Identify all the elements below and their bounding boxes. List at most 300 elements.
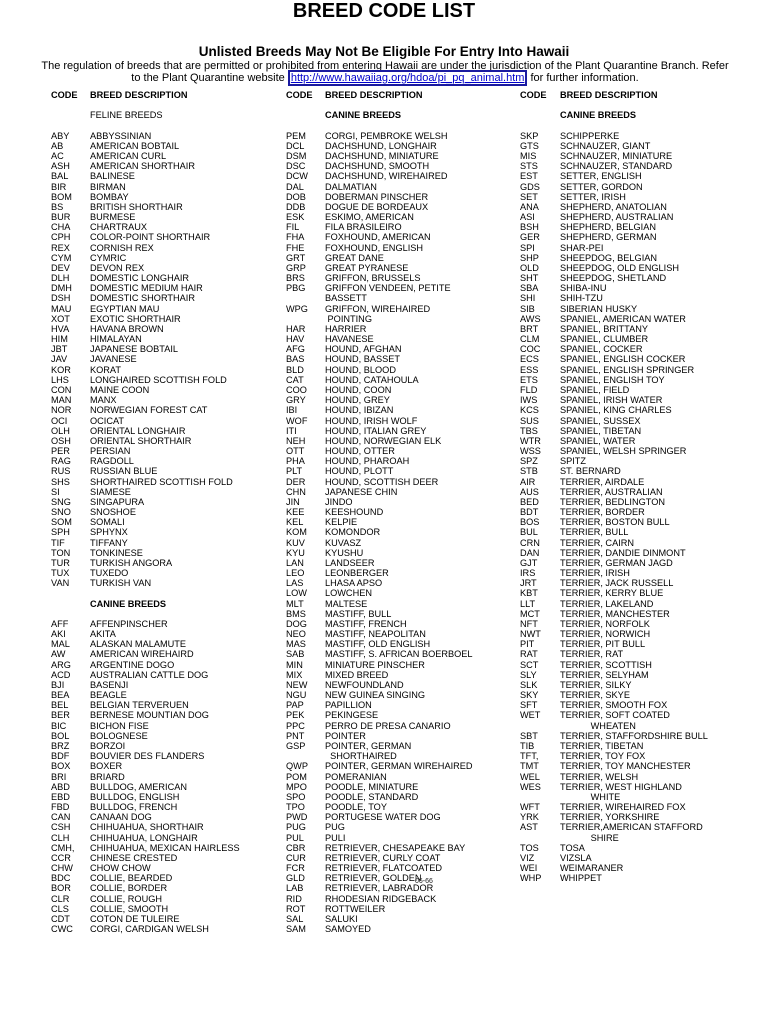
breed-description: BOXER [90, 761, 123, 772]
breed-code: AWS [520, 313, 541, 324]
breed-description: BELGIAN TERVERUEN [90, 700, 189, 711]
description-header: BREED DESCRIPTION [325, 90, 423, 100]
breed-code: CCR [51, 852, 71, 863]
breed-description: HOUND, PLOTT [325, 466, 394, 477]
breed-description: TONKINESE [90, 547, 143, 558]
breed-description: CORGI, PEMBROKE WELSH [325, 130, 448, 141]
breed-description: CHINESE CRESTED [90, 852, 178, 863]
breed-description: RAGDOLL [90, 456, 134, 467]
breed-description: CANINE BREEDS [560, 110, 637, 121]
breed-description: BEAGLE [90, 690, 127, 701]
breed-code: MLT [286, 598, 304, 609]
breed-description: SPHYNX [90, 527, 128, 538]
breed-code: NEO [286, 629, 306, 640]
breed-code: COO [286, 384, 307, 395]
breed-description: RETRIEVER, CHESAPEAKE BAY [325, 842, 466, 853]
breed-description: TERRIER, STAFFORDSHIRE BULL [560, 730, 708, 741]
breed-description: HOUND, OTTER [325, 446, 395, 457]
breed-description: ST. BERNARD [560, 466, 621, 477]
breed-code: KOM [286, 527, 307, 538]
breed-description: TERRIER, BOSTON BULL [560, 517, 670, 528]
breed-code: ABD [51, 781, 70, 792]
breed-code: SUS [520, 415, 539, 426]
breed-description: SPANIEL, ENGLISH TOY [560, 374, 665, 385]
breed-description: DACHSHUND, LONGHAIR [325, 140, 437, 151]
breed-description: RETRIEVER, CURLY COAT [325, 852, 441, 863]
breed-code: PWD [286, 812, 308, 823]
breed-description: FOXHOUND, AMERICAN [325, 232, 431, 243]
breed-code: BEL [51, 700, 69, 711]
breed-description: HOUND, BASSET [325, 354, 401, 365]
breed-code: IRS [520, 568, 536, 579]
breed-code: EBD [51, 791, 70, 802]
breed-code: WOF [286, 415, 308, 426]
breed-code: SAB [286, 649, 305, 660]
breed-description: JAVANESE [90, 354, 137, 365]
breed-code: FCR [286, 863, 305, 874]
breed-description: RUSSIAN BLUE [90, 466, 158, 477]
breed-description: BULLDOG, ENGLISH [90, 791, 180, 802]
breed-description: AFFENPINSCHER [90, 618, 168, 629]
breed-description: MANX [90, 395, 117, 406]
breed-code: PUL [286, 832, 304, 843]
breed-code: HIM [51, 334, 68, 345]
breed-code: GRP [286, 262, 306, 273]
breed-code: PHA [286, 456, 305, 467]
breed-description: TERRIER, SELYHAM [560, 669, 649, 680]
breed-code: OLD [520, 262, 539, 273]
breed-description: TERRIER, LAKELAND [560, 598, 654, 609]
breed-code: LHS [51, 374, 69, 385]
breed-code: AFG [286, 344, 305, 355]
breed-code: ASH [51, 161, 70, 172]
breed-description: LEONBERGER [325, 568, 389, 579]
breed-description: ORIENTAL SHORTHAIR [90, 435, 192, 446]
breed-code: GSP [286, 741, 306, 751]
breed-description: CANINE BREEDS [90, 598, 167, 609]
breed-description: MASTIFF, BULL [325, 608, 392, 619]
breed-code: ESS [520, 364, 539, 375]
breed-code: PUG [286, 822, 306, 833]
breed-code: BIR [51, 181, 67, 192]
breed-code: KUV [286, 537, 305, 548]
breed-code: BOR [51, 883, 71, 894]
plant-quarantine-link[interactable]: http://www.hawaiiag.org/hdoa/pi_pq_animal.htm [288, 70, 528, 86]
intro-paragraph [40, 60, 730, 84]
breed-code: AST [520, 822, 538, 833]
breed-description: TERRIER, AUSTRALIAN [560, 486, 663, 497]
breed-code: DOG [286, 618, 307, 629]
breed-code: BUL [520, 527, 538, 538]
breed-code: WPG [286, 303, 308, 314]
breed-description: TOSA [560, 842, 585, 853]
breed-code: DAL [286, 181, 304, 192]
breed-description: HAVANESE [325, 334, 374, 345]
breed-code: SAL [286, 913, 304, 924]
breed-code: CON [51, 384, 72, 395]
breed-description: SPANIEL, TIBETAN [560, 425, 642, 436]
breed-code: ARG [51, 659, 71, 670]
breed-description: DOMESTIC LONGHAIR [90, 273, 190, 284]
breed-code: DSH [51, 293, 71, 304]
breed-description: CORGI, CARDIGAN WELSH [90, 924, 209, 935]
breed-code: GRT [286, 252, 306, 263]
breed-code: ASI [520, 212, 535, 223]
breed-description: SPITZ [560, 456, 587, 467]
breed-code: MAN [51, 395, 72, 406]
breed-description: FOXHOUND, ENGLISH [325, 242, 424, 253]
breed-code: JBT [51, 344, 68, 355]
breed-code: CRN [520, 537, 540, 548]
breed-description: WHITE [560, 791, 621, 802]
breed-description: BRITISH SHORTHAIR [90, 201, 183, 212]
breed-description: SAMOYED [325, 924, 371, 935]
breed-description: AMERICAN SHORTHAIR [90, 161, 195, 172]
breed-description: SCHIPPERKE [560, 130, 620, 141]
breed-code: MAU [51, 303, 72, 314]
breed-description: PERSIAN [90, 446, 131, 457]
breed-code: RID [286, 893, 302, 904]
breed-code: HAV [286, 334, 305, 345]
breed-description: SPANIEL, BRITTANY [560, 323, 648, 334]
breed-code: SPZ [520, 456, 538, 467]
breed-code: BIC [51, 720, 67, 731]
breed-description: VIZSLA [560, 852, 592, 863]
breed-description: TERRIER, GERMAN JAGD [560, 557, 673, 568]
breed-code: PIT [520, 639, 535, 650]
breed-code: PER [51, 446, 70, 457]
breed-code: AKI [51, 629, 66, 640]
breed-code: KOR [51, 364, 71, 375]
breed-description: POINTER, GERMAN [325, 741, 412, 751]
breed-description: PUG [325, 822, 345, 833]
breed-description: TERRIER, IRISH [560, 568, 630, 579]
breed-description: COLLIE, BORDER [90, 883, 168, 894]
breed-description: BRIARD [90, 771, 125, 782]
breed-description: AKITA [90, 629, 116, 640]
breed-description: SOMALI [90, 517, 125, 528]
breed-description: GREAT DANE [325, 252, 384, 263]
breed-code: BDT [520, 507, 539, 518]
breed-description: SHIRE [560, 832, 619, 843]
breed-code: AB [51, 140, 64, 151]
breed-description: TERRIER, KERRY BLUE [560, 588, 664, 599]
breed-description: SPANIEL, KING CHARLES [560, 405, 672, 416]
breed-code: ITI [286, 425, 297, 436]
breed-code: OSH [51, 435, 71, 446]
breed-description: WEIMARANER [560, 863, 624, 874]
breed-code: DOB [286, 191, 306, 202]
breed-description: BASENJI [90, 679, 129, 690]
breed-description: DOBERMAN PINSCHER [325, 191, 429, 202]
breed-description: ORIENTAL LONGHAIR [90, 425, 186, 436]
breed-description: TERRIER, NORFOLK [560, 618, 650, 629]
breed-code: ETS [520, 374, 538, 385]
breed-code: SNO [51, 507, 71, 518]
breed-description: DACHSHUND, MINIATURE [325, 151, 439, 162]
breed-code: BOL [51, 730, 70, 741]
breed-description: POMERANIAN [325, 771, 387, 782]
breed-description: JAPANESE CHIN [325, 486, 398, 497]
breed-description: JAPANESE BOBTAIL [90, 344, 178, 355]
breed-description: HOUND, PHAROAH [325, 456, 410, 467]
breed-code: FBD [51, 802, 70, 813]
breed-description: NEW GUINEA SINGING [325, 690, 426, 701]
breed-code: SBT [520, 730, 538, 741]
breed-code: PPC [286, 720, 305, 731]
breed-code: NEH [286, 435, 306, 446]
breed-description: TERRIER,AMERICAN STAFFORD [560, 822, 703, 833]
breed-description: TERRIER, SMOOTH FOX [560, 700, 668, 711]
breed-description: ESKIMO, AMERICAN [325, 212, 414, 223]
breed-code: IWS [520, 395, 538, 406]
breed-description: TERRIER, NORWICH [560, 629, 651, 640]
breed-description: SHEPHERD, GERMAN [560, 232, 657, 243]
breed-code: RAG [51, 456, 71, 467]
breed-description: RHODESIAN RIDGEBACK [325, 893, 437, 904]
breed-description: HAVANA BROWN [90, 323, 164, 334]
breed-code: NEW [286, 679, 308, 690]
breed-description: POODLE, TOY [325, 802, 387, 813]
breed-description: BOLOGNESE [90, 730, 148, 741]
breed-code: DCW [286, 171, 308, 182]
breed-code: PEM [286, 130, 306, 141]
breed-description: SPANIEL, CLUMBER [560, 334, 649, 345]
breed-code: WET [520, 710, 541, 721]
breed-code: BAL [51, 171, 69, 182]
breed-description: TERRIER, PIT BULL [560, 639, 646, 650]
breed-code: SNG [51, 496, 71, 507]
breed-code: MPO [286, 781, 307, 792]
breed-description: DOGUE DE BORDEAUX [325, 201, 429, 212]
breed-description: SHEEPDOG, BELGIAN [560, 252, 658, 263]
breed-description: HARRIER [325, 323, 367, 334]
breed-code: GTS [520, 140, 539, 151]
breed-code: CAT [286, 374, 304, 385]
breed-code: BDF [51, 751, 70, 762]
breed-description: NORWEGIAN FOREST CAT [90, 405, 208, 416]
breed-description: LANDSEER [325, 557, 375, 568]
breed-description: POODLE, STANDARD [325, 791, 419, 802]
breed-code: SHP [520, 252, 539, 263]
description-header: BREED DESCRIPTION [90, 90, 188, 100]
breed-description: SIBERIAN HUSKY [560, 303, 638, 314]
breed-code: AIR [520, 476, 536, 487]
breed-description: BICHON FISE [90, 720, 149, 731]
breed-description: SCHNAUZER, GIANT [560, 140, 651, 151]
breed-code: CMH, [51, 842, 75, 853]
breed-description: SINGAPURA [90, 496, 145, 507]
breed-code: DMH [51, 283, 72, 294]
breed-code: STB [520, 466, 538, 477]
breed-code: OTT [286, 446, 305, 457]
breed-description: TERRIER, WEST HIGHLAND [560, 781, 682, 792]
breed-description: SCHNAUZER, STANDARD [560, 161, 673, 172]
breed-code: LAB [286, 883, 304, 894]
breed-code: BLD [286, 364, 304, 375]
breed-code: VAN [51, 578, 70, 589]
breed-description: KEESHOUND [325, 507, 384, 518]
breed-code: LAN [286, 557, 304, 568]
breed-code: SLK [520, 679, 538, 690]
breed-description: TIFFANY [90, 537, 128, 548]
breed-description: PULI [325, 832, 346, 843]
breed-description: ROTTWEILER [325, 903, 386, 914]
breed-description: BORZOI [90, 741, 126, 751]
breed-code: BRS [286, 273, 305, 284]
breed-description: SHEEPDOG, SHETLAND [560, 273, 667, 284]
breed-code: BEA [51, 690, 70, 701]
breed-description: FILA BRASILEIRO [325, 222, 402, 233]
breed-code: FLD [520, 384, 538, 395]
breed-description: SPANIEL, SUSSEX [560, 415, 641, 426]
breed-code: BAS [286, 354, 305, 365]
breed-code: REX [51, 242, 70, 253]
breed-code: PNT [286, 730, 305, 741]
breed-description: SHORTHAIRED SCOTTISH FOLD [90, 476, 233, 487]
breed-code: SPO [286, 791, 306, 802]
breed-description: MALTESE [325, 598, 368, 609]
breed-description: SETTER, IRISH [560, 191, 626, 202]
breed-code: IBI [286, 405, 298, 416]
breed-description: CYMRIC [90, 252, 127, 263]
breed-code: CLR [51, 893, 70, 904]
breed-code: PBG [286, 283, 306, 294]
breed-code: KYU [286, 547, 305, 558]
breed-description: BOMBAY [90, 191, 129, 202]
breed-description: PERRO DE PRESA CANARIO [325, 720, 451, 731]
breed-code: VIZ [520, 852, 535, 863]
breed-description: CORNISH REX [90, 242, 154, 253]
breed-description: EGYPTIAN MAU [90, 303, 160, 314]
breed-code: SAM [286, 924, 306, 935]
breed-description: SETTER, GORDON [560, 181, 643, 192]
breed-code: TPO [286, 802, 305, 813]
breed-description: TERRIER, WELSH [560, 771, 639, 782]
breed-code: WHP [520, 873, 542, 884]
breed-code: CHN [286, 486, 306, 497]
breed-description: POINTING [325, 313, 372, 324]
breed-code: CAN [51, 812, 71, 823]
breed-code: JRT [520, 578, 537, 589]
breed-code: TUX [51, 568, 70, 579]
breed-code: TFT, [520, 751, 539, 762]
breed-description: DALMATIAN [325, 181, 377, 192]
breed-code: KCS [520, 405, 539, 416]
breed-code: BOS [520, 517, 540, 528]
breed-code: POM [286, 771, 307, 782]
breed-description: TERRIER, SOFT COATED [560, 710, 670, 721]
breed-code: ABY [51, 130, 70, 141]
breed-description: SHAR-PEI [560, 242, 604, 253]
breed-description: SALUKI [325, 913, 358, 924]
breed-description: CHIHUAHUA, SHORTHAIR [90, 822, 204, 833]
breed-code: MAL [51, 639, 70, 650]
breed-code: BS [51, 201, 64, 212]
breed-code: BRZ [51, 741, 70, 751]
breed-description: LHASA APSO [325, 578, 383, 589]
breed-description: DACHSHUND, SMOOTH [325, 161, 430, 172]
breed-description: SPANIEL, FIELD [560, 384, 630, 395]
breed-description: SETTER, ENGLISH [560, 171, 642, 182]
breed-description: HOUND, AFGHAN [325, 344, 402, 355]
breed-code: NGU [286, 690, 307, 701]
breed-description: CHIHUAHUA, LONGHAIR [90, 832, 198, 843]
breed-code: CDT [51, 913, 70, 924]
breed-code: SI [51, 486, 60, 497]
breed-code: OCI [51, 415, 68, 426]
breed-code: CLS [51, 903, 69, 914]
breed-code: SHT [520, 273, 539, 284]
breed-description: SPANIEL, IRISH WATER [560, 395, 663, 406]
breed-description: SHORTHAIRED [325, 751, 397, 762]
breed-code: LLT [520, 598, 536, 609]
breed-code: SPH [51, 527, 70, 538]
breed-code: WEL [520, 771, 540, 782]
breed-description: BIRMAN [90, 181, 126, 192]
breed-description: MASTIFF, S. AFRICAN BOERBOEL [325, 649, 473, 660]
breed-description: EXOTIC SHORTHAIR [90, 313, 181, 324]
breed-description: RETRIEVER, GOLDEN [325, 873, 422, 884]
breed-code: FIL [286, 222, 300, 233]
breed-code: GDS [520, 181, 540, 192]
breed-code: SET [520, 191, 538, 202]
breed-description: TERRIER, TOY FOX [560, 751, 646, 762]
code-header: CODE [520, 90, 547, 100]
breed-code: AW [51, 649, 66, 660]
breed-description: LONGHAIRED SCOTTISH FOLD [90, 374, 227, 385]
breed-code: YRK [520, 812, 539, 823]
breed-description: NEWFOUNDLAND [325, 679, 404, 690]
description-header: BREED DESCRIPTION [560, 90, 658, 100]
breed-code: WTR [520, 435, 541, 446]
breed-description: TERRIER, YORKSHIRE [560, 812, 660, 823]
page-subtitle: Unlisted Breeds May Not Be Eligible For Entry Into Hawaii [198, 44, 570, 59]
breed-code: SFT [520, 700, 538, 711]
breed-code: GRY [286, 395, 306, 406]
breed-description: JINDO [325, 496, 353, 507]
breed-code: CHA [51, 222, 71, 233]
breed-description: SHEPHERD, BELGIAN [560, 222, 656, 233]
breed-code: SBA [520, 283, 539, 294]
breed-code: BJI [51, 679, 65, 690]
breed-description: SPANIEL, ENGLISH COCKER [560, 354, 686, 365]
breed-description: KOMONDOR [325, 527, 381, 538]
breed-code: TUR [51, 557, 70, 568]
breed-code: WFT [520, 802, 540, 813]
code-header: CODE [286, 90, 313, 100]
breed-description: DOMESTIC SHORTHAIR [90, 293, 195, 304]
breed-description: HOUND, SCOTTISH DEER [325, 476, 439, 487]
breed-code: BRI [51, 771, 67, 782]
breed-code: GER [520, 232, 540, 243]
breed-code: NFT [520, 618, 538, 629]
breed-code: CUR [286, 852, 306, 863]
breed-description: ARGENTINE DOGO [90, 659, 175, 670]
breed-code: BER [51, 710, 70, 721]
breed-code: SHI [520, 293, 536, 304]
intro-text-after: for further information. [527, 72, 639, 84]
breed-code: COC [520, 344, 541, 355]
breed-description: MASTIFF, NEAPOLITAN [325, 629, 426, 640]
breed-code: XOT [51, 313, 70, 324]
breed-description: HOUND, COON [325, 384, 392, 395]
breed-code: DDB [286, 201, 306, 212]
breed-description: TERRIER, JACK RUSSELL [560, 578, 674, 589]
breed-code: RUS [51, 466, 71, 477]
breed-description: BALINESE [90, 171, 135, 182]
breed-description: TUXEDO [90, 568, 129, 579]
